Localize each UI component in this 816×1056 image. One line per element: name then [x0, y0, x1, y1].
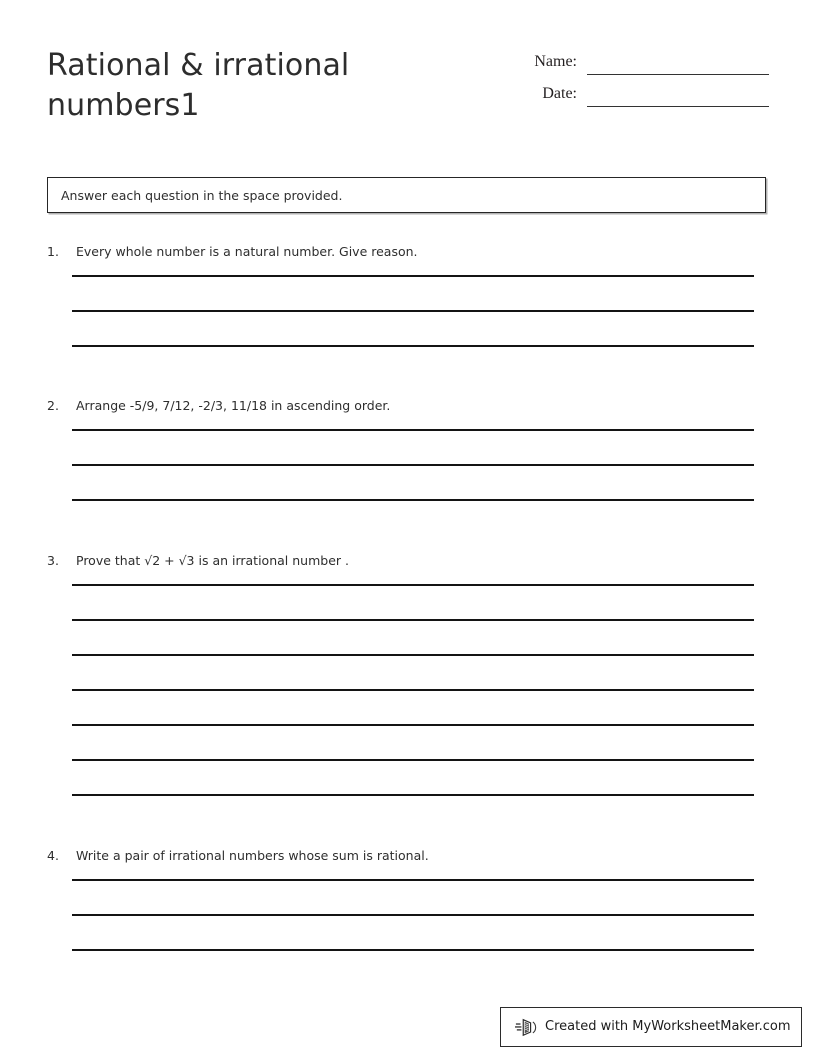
answer-line[interactable]: [72, 310, 754, 345]
answer-line[interactable]: [72, 619, 754, 654]
answer-line[interactable]: [72, 429, 754, 464]
instruction-box: [47, 177, 766, 213]
answer-line[interactable]: [72, 759, 754, 794]
answer-lines-group: [72, 429, 754, 534]
worksheet-header: [47, 46, 769, 142]
question-header: [47, 243, 769, 265]
question-number: 2.: [47, 398, 59, 413]
answer-line[interactable]: [72, 464, 754, 499]
question-number: 1.: [47, 244, 59, 259]
question-header: [47, 552, 769, 574]
answer-line[interactable]: [72, 724, 754, 759]
answer-line[interactable]: [72, 654, 754, 689]
answer-line[interactable]: [72, 949, 754, 984]
date-label: Date:: [542, 85, 577, 102]
footer-attribution-text: Created with MyWorksheetMaker.com: [545, 1019, 791, 1034]
question-text: Every whole number is a natural number. Give reason.: [76, 244, 418, 259]
question-text: Arrange -5/9, 7/12, -2/3, 11/18 in ascending order.: [76, 398, 391, 413]
answer-lines-group: [72, 584, 754, 829]
answer-lines-group: [72, 879, 754, 984]
question-number: 4.: [47, 848, 59, 863]
answer-line[interactable]: [72, 345, 754, 380]
name-field-row: [479, 52, 769, 84]
question-item: [47, 552, 769, 574]
answer-line[interactable]: [72, 275, 754, 310]
question-item: [47, 397, 769, 419]
instruction-text: Answer each question in the space provided.: [61, 188, 343, 203]
name-label: Name:: [534, 53, 577, 70]
answer-line[interactable]: [72, 914, 754, 949]
answer-line[interactable]: [72, 879, 754, 914]
question-header: [47, 397, 769, 419]
answer-lines-group: [72, 275, 754, 380]
question-header: [47, 847, 769, 869]
answer-line[interactable]: [72, 584, 754, 619]
question-text: Write a pair of irrational numbers whose sum is rational.: [76, 848, 429, 863]
question-item: [47, 243, 769, 265]
worksheet-maker-logo-icon: [515, 1016, 537, 1038]
date-field-row: [479, 84, 769, 116]
answer-line[interactable]: [72, 794, 754, 829]
question-item: [47, 847, 769, 869]
page-title: Rational & irrational numbers1: [47, 48, 350, 123]
student-meta-fields: [479, 52, 769, 116]
date-input-line[interactable]: [587, 106, 769, 107]
name-input-line[interactable]: [587, 74, 769, 75]
question-number: 3.: [47, 553, 59, 568]
answer-line[interactable]: [72, 689, 754, 724]
footer-attribution-badge[interactable]: [500, 1007, 802, 1047]
answer-line[interactable]: [72, 499, 754, 534]
question-text: Prove that √2 + √3 is an irrational number .: [76, 553, 349, 568]
